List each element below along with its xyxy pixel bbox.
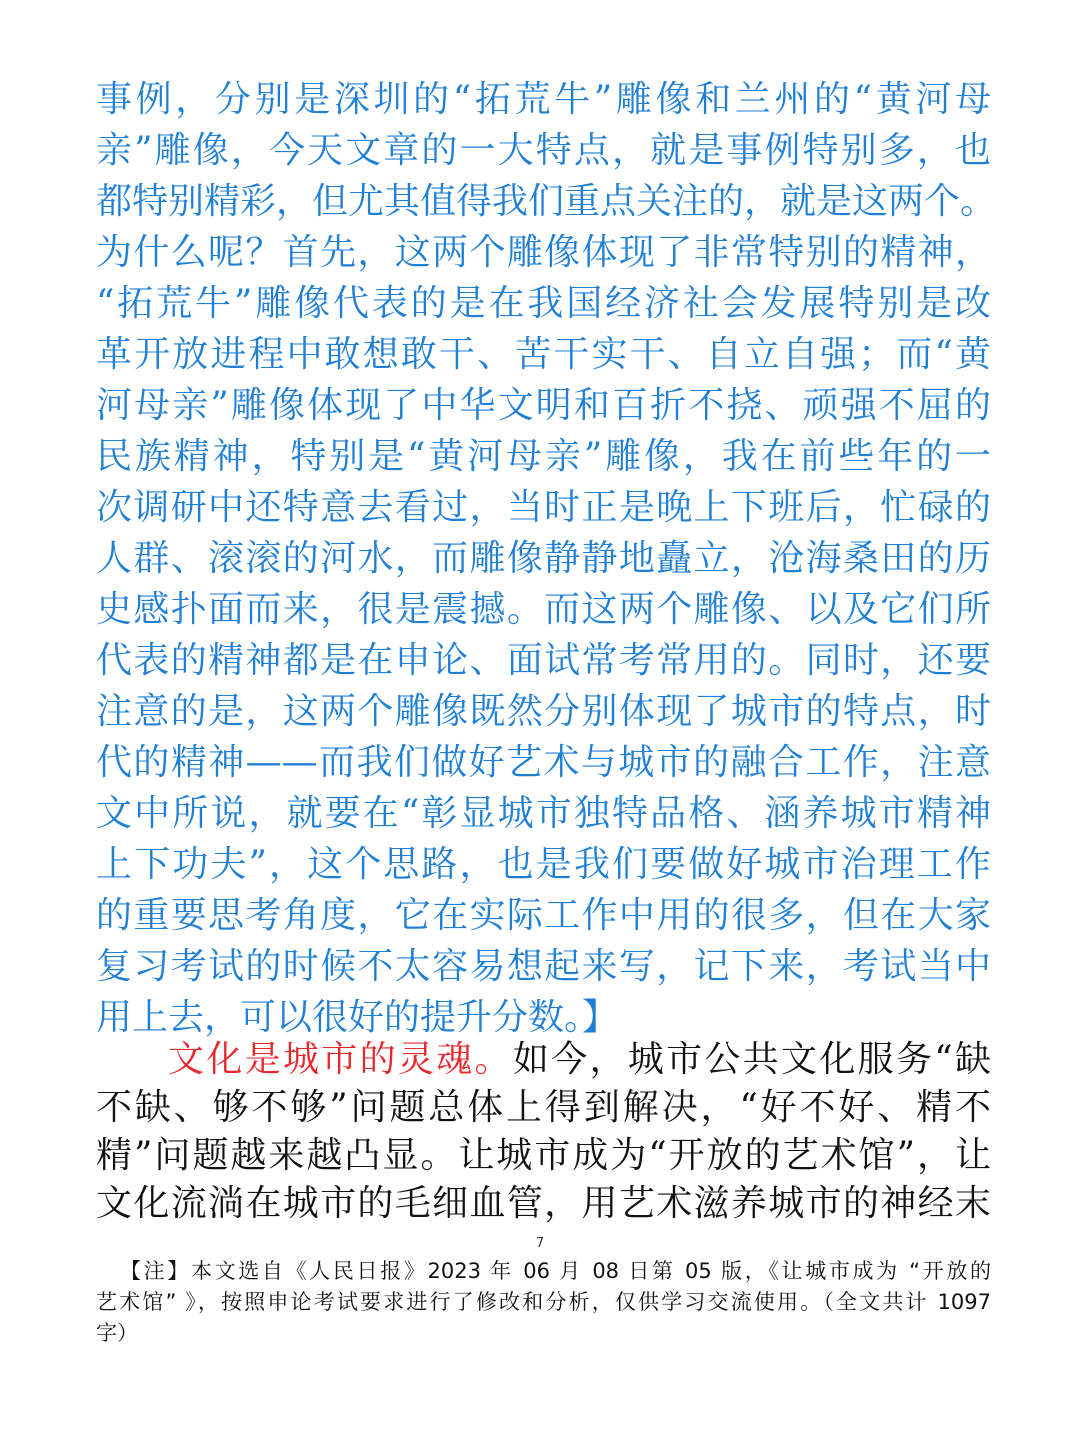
analysis-line: 次调研中还特意去看过，当时正是晚上下班后，忙碌的 bbox=[96, 487, 991, 528]
analysis-line: “拓荒牛”雕像代表的是在我国经济社会发展特别是改 bbox=[96, 283, 991, 324]
analysis-line: 注意的是，这两个雕像既然分别体现了城市的特点，时 bbox=[96, 691, 991, 732]
paragraph-line: 文化流淌在城市的毛细血管，用艺术滋养城市的神经末 bbox=[96, 1183, 991, 1224]
analysis-line: 事例，分别是深圳的“拓荒牛”雕像和兰州的“黄河母 bbox=[96, 79, 991, 120]
analysis-line: 亲”雕像，今天文章的一大特点，就是事例特别多，也 bbox=[96, 130, 991, 171]
paragraph-line: 精”问题越来越凸显。让城市成为“开放的艺术馆”，让 bbox=[96, 1135, 991, 1176]
analysis-line: 民族精神，特别是“黄河母亲”雕像，我在前些年的一 bbox=[96, 436, 991, 477]
analysis-line: 复习考试的时候不太容易想起来写，记下来，考试当中 bbox=[96, 946, 991, 987]
analysis-line: 为什么呢？首先，这两个雕像体现了非常特别的精神， bbox=[96, 232, 991, 273]
source-note bbox=[96, 1256, 991, 1349]
analysis-line: 都特别精彩，但尤其值得我们重点关注的，就是这两个。 bbox=[96, 181, 997, 222]
paragraph-line: 不缺、够不够”问题总体上得到解决，“好不好、精不 bbox=[96, 1087, 991, 1128]
analysis-line: 代表的精神都是在申论、面试常考常用的。同时，还要 bbox=[96, 640, 991, 681]
analysis-commentary bbox=[96, 74, 997, 1043]
analysis-line: 的重要思考角度，它在实际工作中用的很多，但在大家 bbox=[96, 895, 991, 936]
analysis-line: 代的精神——而我们做好艺术与城市的融合工作，注意 bbox=[96, 742, 991, 783]
note-line: 【注】本文选自《人民日报》2023 年 06 月 08 日第 05 版，《让城市成为 “开放的 bbox=[120, 1259, 991, 1283]
highlight-sentence: 文化是城市的灵魂。 bbox=[168, 1039, 513, 1080]
analysis-line: 文中所说，就要在“彰显城市独特品格、涵养城市精神 bbox=[96, 793, 991, 834]
analysis-line: 人群、滚滚的河水，而雕像静静地矗立，沧海桑田的历 bbox=[96, 538, 991, 579]
note-line: 艺术馆” 》，按照申论考试要求进行了修改和分析，仅供学习交流使用。（全文共计 1097 bbox=[96, 1290, 991, 1314]
note-line: 字） bbox=[96, 1321, 138, 1345]
analysis-line: 河母亲”雕像体现了中华文明和百折不挠、顽强不屈的 bbox=[96, 385, 991, 426]
analysis-line: 史感扑面而来，很是震撼。而这两个雕像、以及它们所 bbox=[96, 589, 991, 630]
analysis-line: 革开放进程中敢想敢干、苦干实干、自立自强；而“黄 bbox=[96, 334, 991, 375]
analysis-line: 用上去，可以很好的提升分数。】 bbox=[96, 997, 619, 1038]
analysis-line: 上下功夫”，这个思路，也是我们要做好城市治理工作 bbox=[96, 844, 991, 885]
article-paragraph bbox=[96, 1036, 991, 1228]
paragraph-text: 如今，城市公共文化服务“缺 bbox=[512, 1039, 991, 1080]
page-number: 7 bbox=[535, 1236, 545, 1251]
paragraph-first-line bbox=[96, 1036, 991, 1084]
